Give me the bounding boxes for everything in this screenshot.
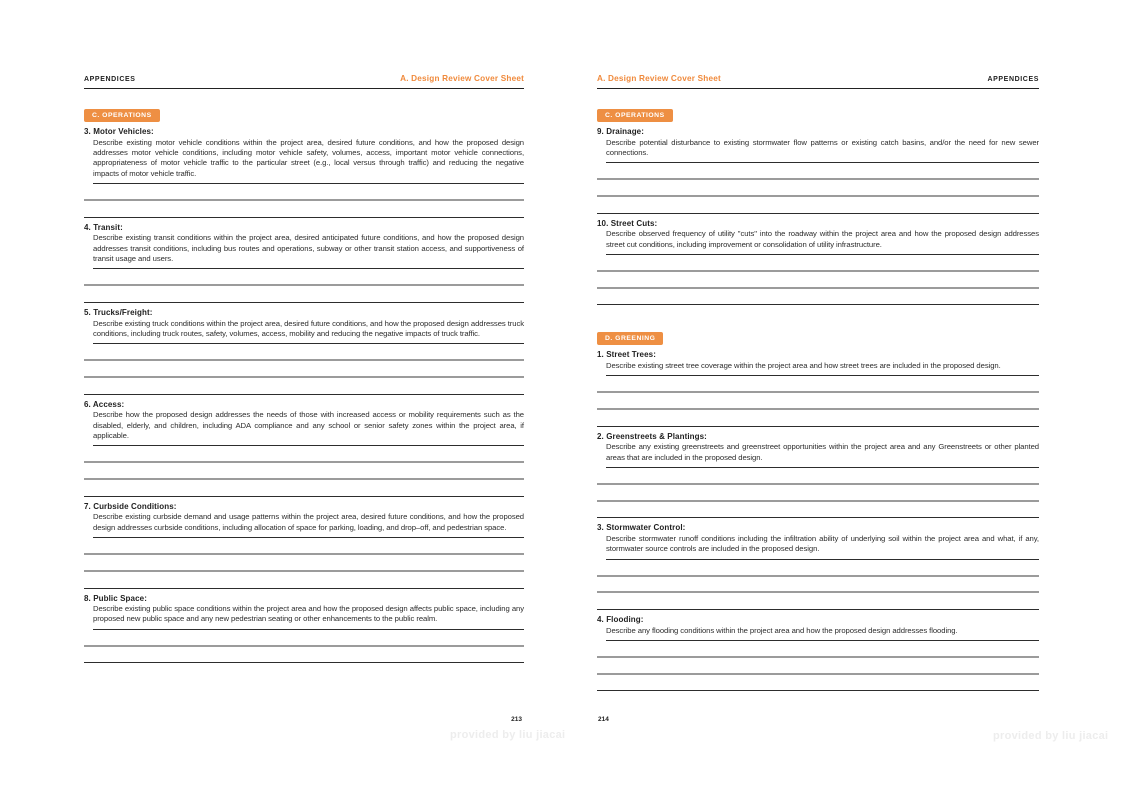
page-number: 214 <box>598 716 609 723</box>
section-drainage <box>597 127 1039 214</box>
section-greenstreets-plantings <box>597 432 1039 519</box>
section-description: Describe observed frequency of utility "cuts" into the roadway within the project area and how the proposed design addresses street cut conditions, including improvement or consolidation of utility infrastructure. <box>606 229 1039 255</box>
writing-line <box>84 538 524 555</box>
badge-row <box>597 104 1039 122</box>
page-left <box>84 74 524 744</box>
section-description: Describe potential disturbance to existing stormwater flow patterns or existing catch basins, and/or the need for new sewer connections. <box>606 138 1039 164</box>
page-header <box>597 74 1039 89</box>
writing-line <box>597 658 1039 675</box>
writing-line <box>597 376 1039 393</box>
section-title: 4. Transit: <box>84 222 123 232</box>
section-description: Describe how the proposed design addresses the needs of those with increased access or mobility requirements such as the disabled, elderly, and children, including ADA compliance and any school or senior safety zones within the project area, if applicable. <box>93 410 524 446</box>
writing-line <box>597 180 1039 197</box>
writing-line <box>597 577 1039 594</box>
section-title: 10. Street Cuts: <box>597 218 658 228</box>
writing-line <box>597 560 1039 577</box>
writing-line <box>84 344 524 361</box>
section-description: Describe existing motor vehicle conditions within the project area, desired future conditions, and how the proposed design addresses motor vehicle conditions, including motor vehicle safety, volumes, access, important motor vehicle connections, appropriateness of motor vehicle traffic to the particular street (e.g., local versus through traffic) and reducing the negative impacts of motor vehicle traffic. <box>93 138 524 185</box>
header-appendices-label: APPENDICES <box>987 76 1039 83</box>
badge-c-operations: C. OPERATIONS <box>597 109 673 123</box>
header-document-title: A. Design Review Cover Sheet <box>597 74 721 83</box>
section-description: Describe existing public space conditions within the project area and how the proposed design affects public space, including any proposed new public space and any new pedestrian seating or other enhancements to the public realm. <box>93 604 524 630</box>
writing-line <box>597 485 1039 502</box>
writing-line <box>84 269 524 286</box>
section-title: 1. Street Trees: <box>597 350 656 360</box>
writing-line <box>597 163 1039 180</box>
writing-line <box>597 641 1039 658</box>
page-right <box>597 74 1039 744</box>
section-title: 5. Trucks/Freight: <box>84 308 153 318</box>
badge-row <box>84 104 524 122</box>
section-stormwater-control <box>597 523 1039 610</box>
writing-line <box>84 286 524 303</box>
section-description: Describe stormwater runoff conditions including the infiltration ability of underlying soil within the project area and what, if any, stormwater source controls are included in the proposed design. <box>606 534 1039 560</box>
section-description: Describe existing transit conditions within the project area, desired anticipated future conditions, and how the proposed design addresses transit conditions, including bus routes and operations, subway or other transit station access, and supportiveness of transit usage and users. <box>93 233 524 269</box>
writing-line <box>597 675 1039 692</box>
section-description: Describe any flooding conditions within the project area and how the proposed design addresses flooding. <box>606 626 1039 641</box>
watermark: provided by liu jiacai <box>450 729 566 741</box>
page-number: 213 <box>511 716 522 723</box>
section-access <box>84 400 524 497</box>
section-description: Describe existing curbside demand and usage patterns within the project area, desired future conditions, and how the proposed design addresses curbside conditions, including allocation of space for parking, loading, and drop–off, and pedestrian space. <box>93 512 524 538</box>
writing-line <box>597 502 1039 519</box>
section-title: 9. Drainage: <box>597 127 644 136</box>
watermark: provided by liu jiacai <box>993 730 1109 742</box>
section-title: 6. Access: <box>84 399 125 409</box>
section-description: Describe existing street tree coverage within the project area and how street trees are included in the proposed design. <box>606 361 1039 376</box>
section-title: 4. Flooding: <box>597 615 644 625</box>
section-description: Describe any existing greenstreets and greenstreet opportunities within the project area and any Greenstreets or other planted areas that are included in the proposed design. <box>606 442 1039 468</box>
writing-line <box>84 630 524 647</box>
writing-line <box>84 446 524 463</box>
writing-line <box>84 480 524 497</box>
writing-line <box>84 647 524 664</box>
writing-line <box>597 272 1039 289</box>
writing-line <box>597 593 1039 610</box>
section-title: 8. Public Space: <box>84 593 147 603</box>
writing-line <box>84 361 524 378</box>
writing-line <box>597 289 1039 306</box>
writing-line <box>84 201 524 218</box>
badge-row <box>597 327 1039 345</box>
section-motor-vehicles <box>84 127 524 218</box>
section-trucks-freight <box>84 308 524 395</box>
page-header <box>84 74 524 89</box>
section-street-cuts <box>597 219 1039 306</box>
section-public-space <box>84 594 524 664</box>
writing-line <box>597 393 1039 410</box>
section-title: 2. Greenstreets & Plantings: <box>597 431 707 441</box>
writing-line <box>597 255 1039 272</box>
writing-line <box>84 378 524 395</box>
section-title: 3. Stormwater Control: <box>597 523 686 533</box>
header-document-title: A. Design Review Cover Sheet <box>400 74 524 83</box>
section-street-trees <box>597 350 1039 426</box>
writing-line <box>597 197 1039 214</box>
writing-line <box>84 463 524 480</box>
section-title: 7. Curbside Conditions: <box>84 501 177 511</box>
writing-line <box>84 555 524 572</box>
writing-line <box>84 572 524 589</box>
badge-d-greening: D. GREENING <box>597 332 663 346</box>
section-transit <box>84 223 524 303</box>
section-flooding <box>597 615 1039 691</box>
header-appendices-label: APPENDICES <box>84 76 136 83</box>
writing-line <box>597 410 1039 427</box>
section-description: Describe existing truck conditions within the project area, desired future conditions, and how the proposed design addresses truck conditions, including truck routes, safety, volumes, access, mobility and reducing the negative impacts of truck traffic. <box>93 319 524 345</box>
writing-line <box>84 184 524 201</box>
section-title: 3. Motor Vehicles: <box>84 127 154 136</box>
section-curbside-conditions <box>84 502 524 589</box>
writing-line <box>597 468 1039 485</box>
badge-c-operations: C. OPERATIONS <box>84 109 160 123</box>
